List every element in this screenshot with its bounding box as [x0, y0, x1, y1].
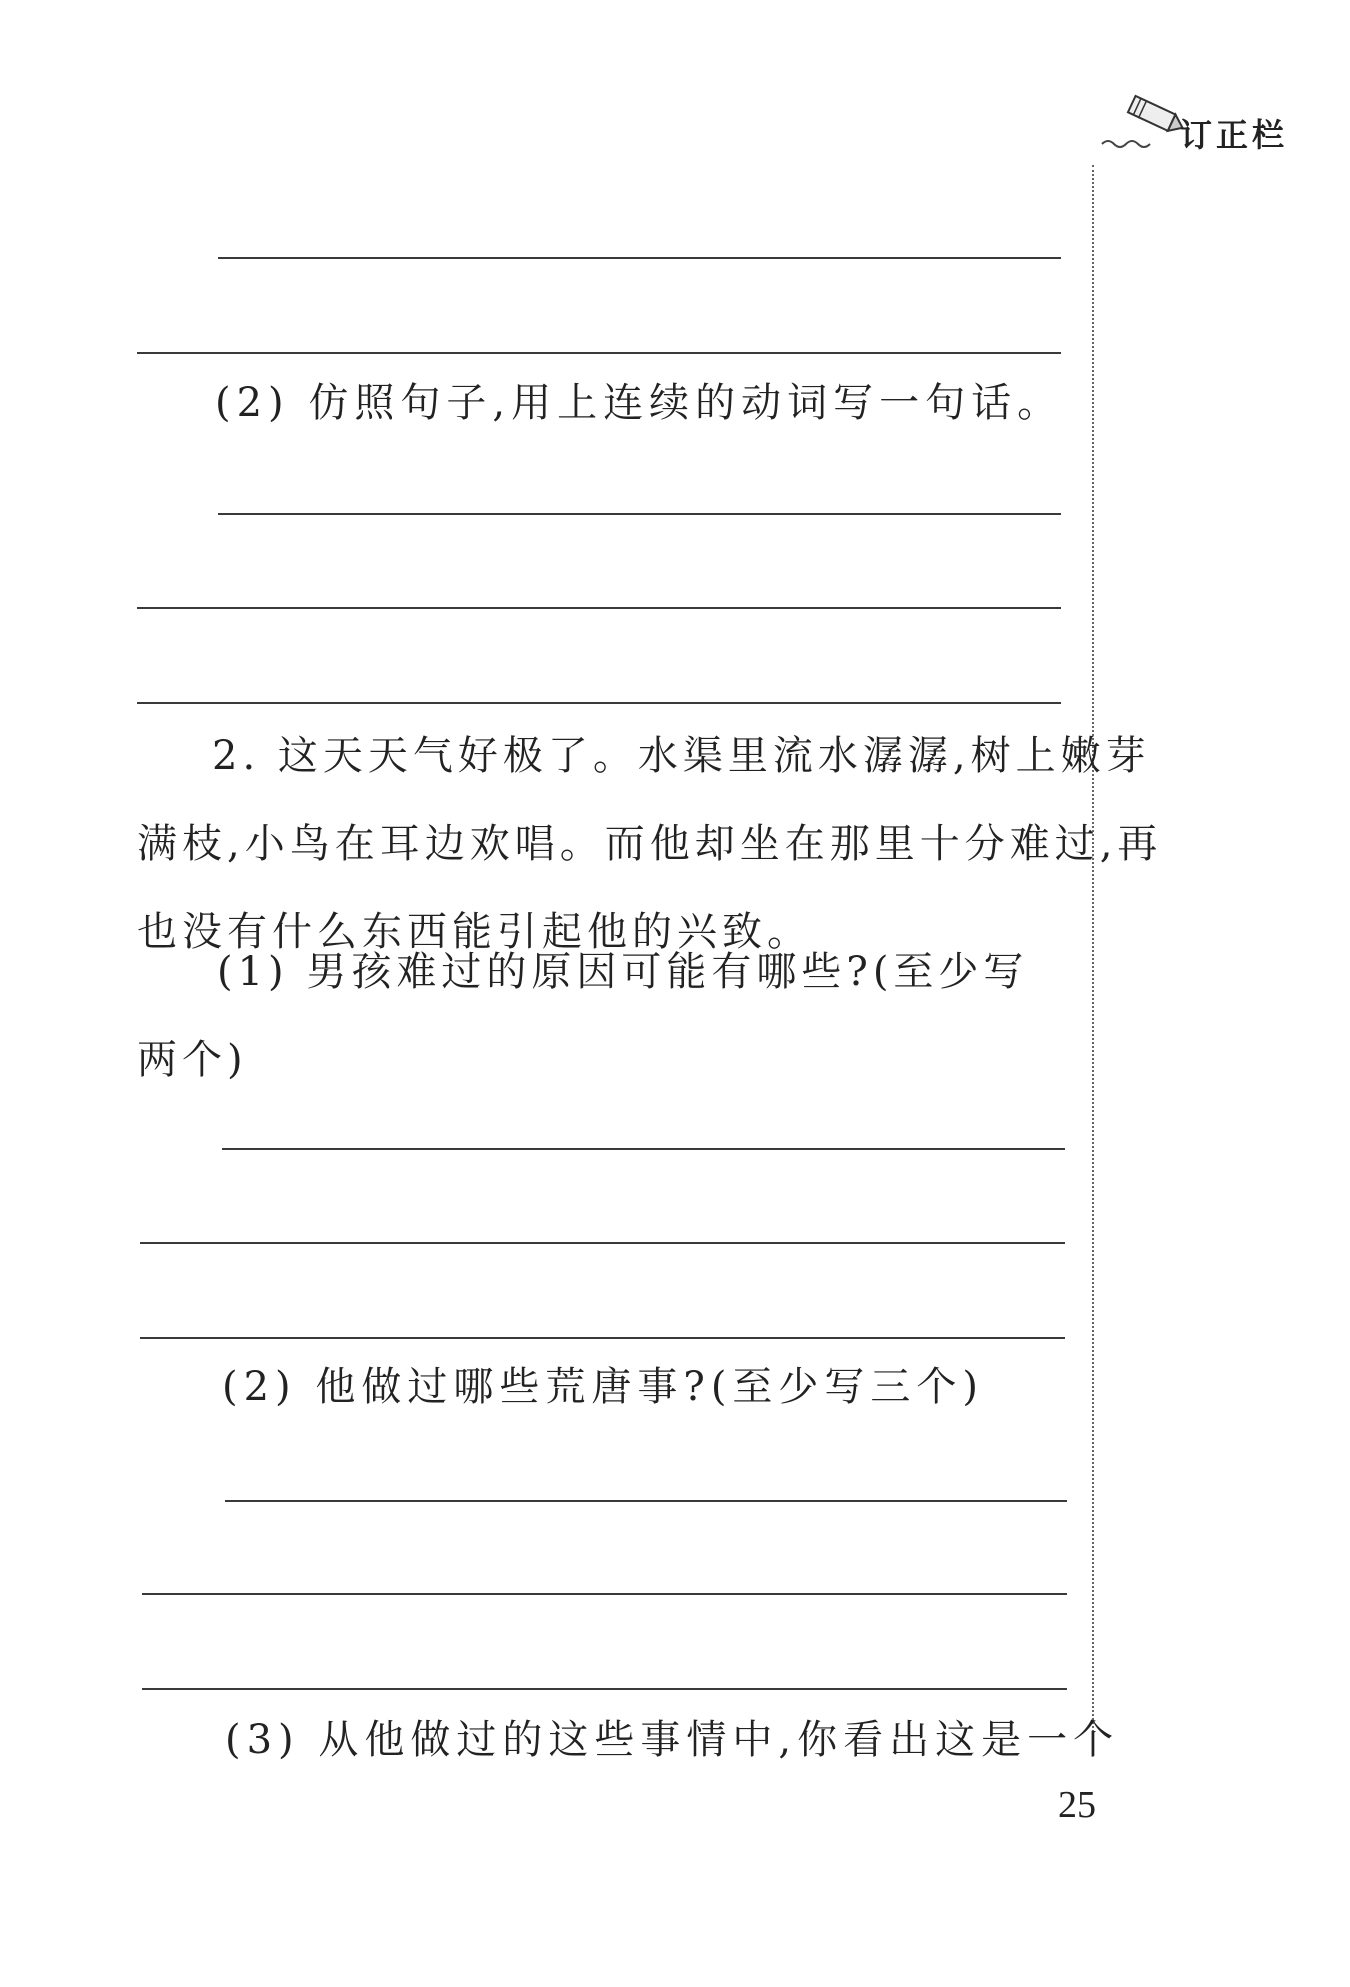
- answer-line[interactable]: [142, 1688, 1067, 1690]
- pencil-icon: [1100, 92, 1190, 152]
- answer-line[interactable]: [140, 1242, 1065, 1244]
- passage-line: 也没有什么东西能引起他的兴致。: [137, 909, 812, 955]
- correction-column-label: 订正栏: [1180, 116, 1289, 154]
- answer-line[interactable]: [137, 352, 1061, 354]
- answer-line[interactable]: [140, 1337, 1065, 1339]
- answer-line[interactable]: [218, 257, 1061, 259]
- prompt-line: 两个): [137, 1037, 248, 1083]
- question-prompt-2-2: (2) 他做过哪些荒唐事?(至少写三个): [222, 1364, 985, 1410]
- answer-line[interactable]: [225, 1500, 1067, 1502]
- answer-line[interactable]: [142, 1593, 1067, 1595]
- answer-line[interactable]: [218, 513, 1061, 515]
- question-prompt-1-2: (2) 仿照句子,用上连续的动词写一句话。: [215, 380, 1064, 426]
- correction-column-divider: [1092, 165, 1094, 1740]
- question-prompt-2-1: [137, 928, 1072, 1104]
- prompt-line: (1) 男孩难过的原因可能有哪些?(至少写: [217, 949, 1029, 995]
- question-prompt-2-3: (3) 从他做过的这些事情中,你看出这是一个: [225, 1717, 1120, 1763]
- answer-line[interactable]: [222, 1148, 1065, 1150]
- page-number: 25: [1058, 1784, 1096, 1826]
- passage-line: 2. 这天天气好极了。水渠里流水潺潺,树上嫩芽: [212, 733, 1151, 779]
- answer-line[interactable]: [137, 607, 1061, 609]
- correction-column-header: [1100, 92, 1325, 162]
- passage-line: 满枝,小鸟在耳边欢唱。而他却坐在那里十分难过,再: [137, 821, 1163, 867]
- answer-line[interactable]: [137, 702, 1061, 704]
